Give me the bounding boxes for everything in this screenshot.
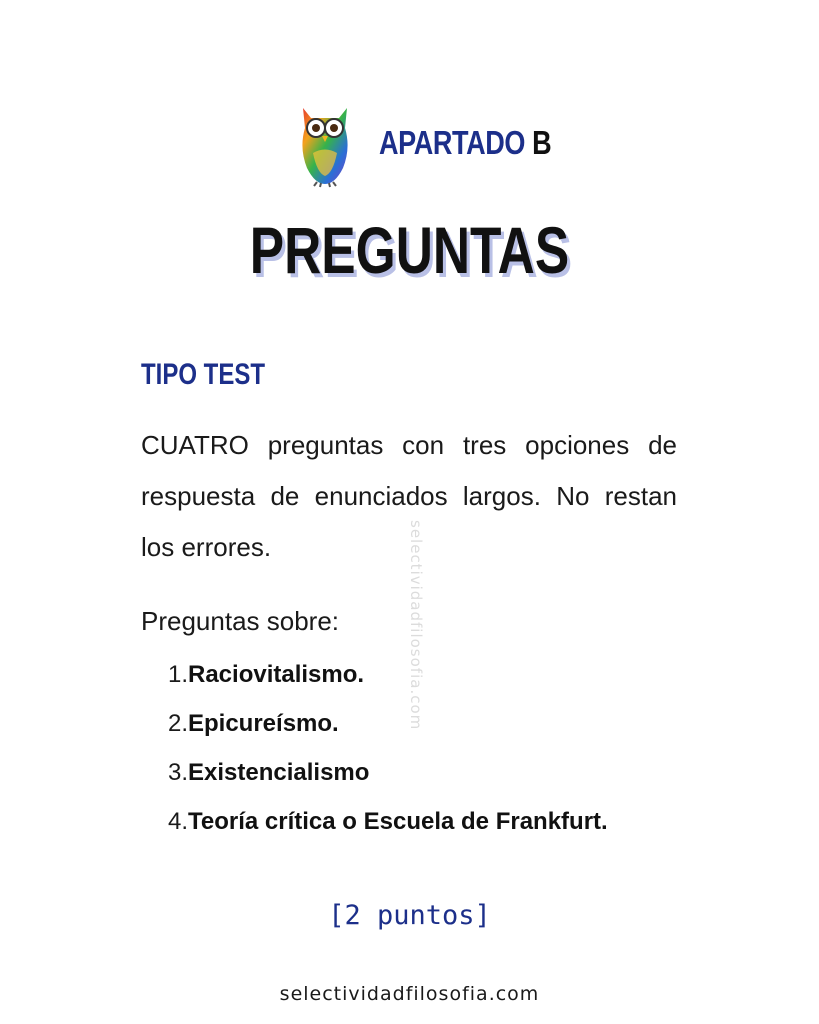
list-text: Existencialismo — [188, 758, 370, 786]
list-number: 3. — [167, 758, 188, 786]
list-number: 1. — [167, 660, 188, 688]
topics-list — [141, 650, 721, 846]
topics-lead: Preguntas sobre: — [141, 606, 340, 636]
list-item — [141, 748, 721, 797]
section-header — [295, 98, 589, 188]
watermark: selectividadfilosofia.com — [407, 520, 425, 731]
section-label — [379, 124, 551, 162]
page-title: PREGUNTAS — [249, 213, 570, 287]
list-item — [141, 699, 721, 748]
section-word: APARTADO — [379, 124, 526, 161]
list-number: 2. — [167, 709, 188, 737]
list-text: Epicureísmo. — [188, 709, 339, 737]
description: CUATRO preguntas con tres opciones de respuesta de enunciados largos. No restan los errores. — [141, 430, 677, 562]
list-number: 4. — [167, 807, 188, 835]
subtitle: TIPO TEST — [141, 358, 266, 391]
section-letter: B — [532, 124, 552, 161]
list-text: Teoría crítica o Escuela de Frankfurt. — [188, 807, 608, 835]
list-text: Raciovitalismo. — [188, 660, 365, 688]
owl-icon — [295, 98, 355, 188]
points-label: [2 puntos] — [328, 900, 491, 931]
list-item — [141, 797, 721, 846]
footer-site: selectividadfilosofia.com — [279, 983, 540, 1005]
list-item — [141, 650, 721, 699]
